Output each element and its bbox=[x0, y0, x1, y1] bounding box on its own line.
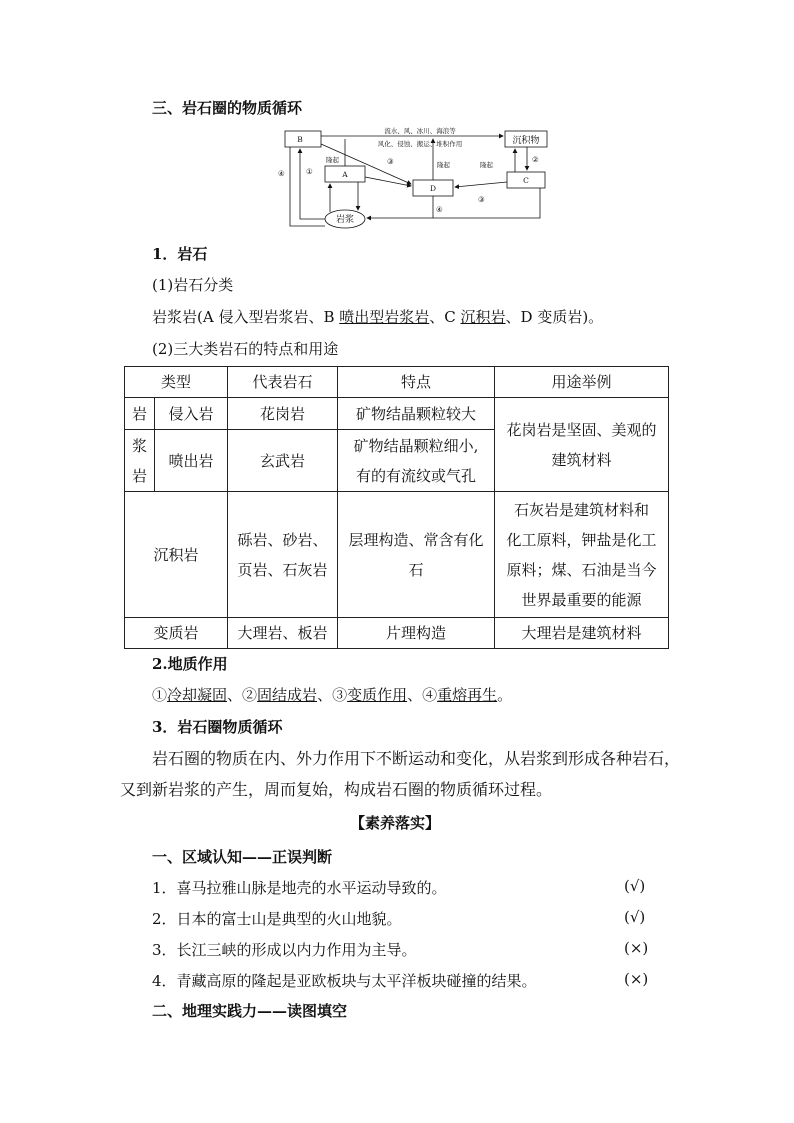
arrow-magma-b bbox=[300, 149, 325, 219]
section-3-title: 3．岩石圈物质循环 bbox=[152, 718, 283, 736]
literacy-heading: 【素养落实】 bbox=[350, 814, 441, 832]
node-d-label: D bbox=[429, 184, 437, 193]
node-b-label: B bbox=[297, 135, 303, 144]
node-c-label: C bbox=[523, 176, 529, 185]
subheading-classification: (1)岩石分类 bbox=[152, 276, 234, 294]
num-label-4a: ④ bbox=[278, 169, 285, 178]
intrusive-rock: 花岗岩 bbox=[228, 398, 338, 430]
table-row bbox=[125, 492, 669, 618]
classification-line: 岩浆岩(A 侵入型岩浆岩、B 喷出型岩浆岩、C 沉积岩、D 变质岩)。 bbox=[152, 308, 604, 326]
judgment-1: 1．喜马拉雅山脉是地壳的水平运动导致的。 bbox=[152, 879, 447, 897]
section-3-body-2: 又到新岩浆的产生，周而复始，构成岩石圈的物质循环过程。 bbox=[120, 780, 553, 799]
table-header-row bbox=[125, 367, 669, 398]
table-row bbox=[125, 398, 669, 430]
judgment-1-answer: (√) bbox=[624, 877, 646, 895]
extrusive-rock: 玄武岩 bbox=[228, 430, 338, 492]
uplift-label-3: 隆起 bbox=[480, 161, 493, 169]
num-label-2: ② bbox=[532, 155, 539, 164]
part-2-title: 二、地理实践力——读图填空 bbox=[152, 1002, 348, 1020]
extrusive-type: 喷出岩 bbox=[155, 430, 228, 492]
num-label-4b: ④ bbox=[436, 205, 443, 214]
sedimentary-use: 石灰岩是建筑材料和 化工原料，钾盐是化工 原料；煤、石油是当今 世界最重要的能源 bbox=[495, 492, 669, 618]
judgment-4: 4．青藏高原的隆起是亚欧板块与太平洋板块碰撞的结果。 bbox=[152, 972, 537, 990]
header-type: 类型 bbox=[125, 367, 228, 398]
section-2-title: 2.地质作用 bbox=[152, 655, 228, 673]
box-b bbox=[285, 131, 321, 147]
magma-label-1: 岩 bbox=[125, 398, 155, 430]
rock-table bbox=[124, 366, 669, 649]
num-label-3: ③ bbox=[387, 157, 394, 166]
part-1-title: 一、区域认知——正误判断 bbox=[152, 848, 333, 866]
sedimentary-rock: 砾岩、砂岩、 页岩、石灰岩 bbox=[228, 492, 338, 618]
section-3-body-1: 岩石圈的物质在内、外力作用下不断运动和变化，从岩浆到形成各种岩石， bbox=[152, 749, 681, 768]
judgment-4-answer: (×) bbox=[624, 970, 649, 988]
magma-use: 花岗岩是坚固、美观的 建筑材料 bbox=[495, 398, 669, 492]
header-rock: 代表岩石 bbox=[228, 367, 338, 398]
arrow-b-magma bbox=[290, 147, 325, 226]
node-magma-label: 岩浆 bbox=[335, 215, 355, 225]
node-a-label: A bbox=[342, 170, 348, 179]
magma-label-2: 浆 岩 bbox=[125, 430, 155, 492]
section-title: 三、岩石圈的物质循环 bbox=[152, 99, 303, 117]
geology-processes: ①冷却凝固、②固结成岩、③变质作用、④重熔再生。 bbox=[152, 686, 513, 704]
sedimentary-feature: 层理构造、常含有化 石 bbox=[338, 492, 495, 618]
table-row bbox=[125, 618, 669, 649]
metamorphic-type: 变质岩 bbox=[125, 618, 228, 649]
intrusive-feature: 矿物结晶颗粒较大 bbox=[338, 398, 495, 430]
header-use: 用途举例 bbox=[495, 367, 669, 398]
metamorphic-use: 大理岩是建筑材料 bbox=[495, 618, 669, 649]
metamorphic-rock: 大理岩、板岩 bbox=[228, 618, 338, 649]
judgment-2-answer: (√) bbox=[624, 908, 646, 926]
judgment-3: 3．长江三峡的形成以内力作用为主导。 bbox=[152, 941, 417, 959]
num-label-3b: ③ bbox=[478, 195, 485, 204]
intrusive-type: 侵入岩 bbox=[155, 398, 228, 430]
judgment-2: 2．日本的富士山是典型的火山地貌。 bbox=[152, 910, 402, 928]
subheading-characteristics: (2)三大类岩石的特点和用途 bbox=[152, 340, 339, 358]
header-feature: 特点 bbox=[338, 367, 495, 398]
arrow-c-magma bbox=[367, 188, 540, 218]
rock-cycle-diagram bbox=[270, 122, 560, 234]
section-1-title: 1．岩石 bbox=[152, 245, 208, 263]
top-label-2: 风化、侵蚀、搬运、堆积作用 bbox=[377, 140, 463, 148]
arrow-a-d bbox=[365, 177, 411, 186]
uplift-label-1: 隆起 bbox=[326, 156, 339, 164]
metamorphic-feature: 片理构造 bbox=[338, 618, 495, 649]
sedimentary-type: 沉积岩 bbox=[125, 492, 228, 618]
extrusive-feature: 矿物结晶颗粒细小, 有的有流纹或气孔 bbox=[338, 430, 495, 492]
num-label-1: ① bbox=[306, 167, 313, 176]
top-label-1: 流水、风、冰川、海浪等 bbox=[384, 127, 456, 135]
judgment-3-answer: (×) bbox=[624, 939, 649, 957]
arrow-c-d bbox=[455, 182, 507, 187]
uplift-label-2: 隆起 bbox=[437, 161, 450, 169]
node-sediment-label: 沉积物 bbox=[512, 136, 540, 146]
